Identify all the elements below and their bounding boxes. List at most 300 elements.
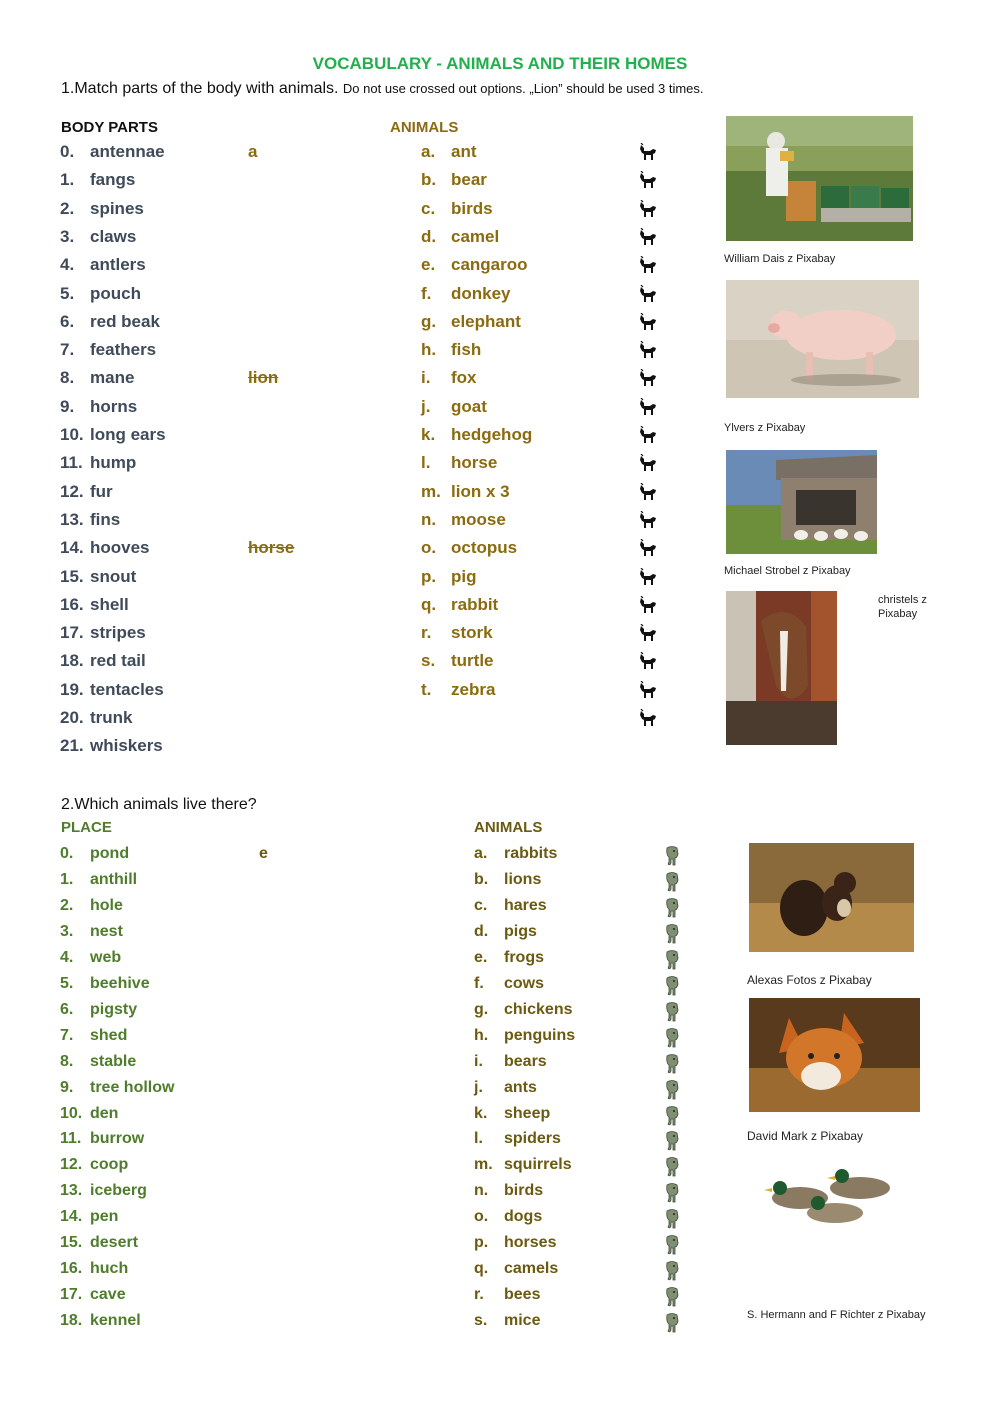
place-answer-slot[interactable]: [259, 1204, 319, 1230]
elephant-icon[interactable]: [664, 1027, 680, 1054]
body-part-label: long ears: [90, 425, 166, 444]
place-number: 14.: [60, 1208, 83, 1226]
animal2-label: spiders: [504, 1130, 561, 1148]
animal-option: [421, 563, 477, 591]
answer-slot[interactable]: lion: [248, 368, 279, 388]
place-label: nest: [90, 922, 123, 940]
body-part-number: 1.: [60, 170, 75, 190]
animal-letter: r.: [421, 623, 432, 643]
pig-photo: [726, 280, 919, 398]
animal-option: [421, 364, 477, 392]
animal2-option: [474, 1101, 550, 1127]
animal2-letter: s.: [474, 1312, 488, 1330]
place-answer-slot[interactable]: [259, 893, 319, 919]
body-part-label: red beak: [90, 311, 160, 331]
place-answer-slot[interactable]: [259, 1230, 319, 1256]
body-part-label: hump: [90, 453, 137, 473]
place-answer-slot[interactable]: e: [259, 845, 268, 862]
answer-slot[interactable]: [248, 336, 308, 364]
elephant-icon[interactable]: [664, 1208, 680, 1235]
body-part-number: 11.: [60, 453, 83, 473]
body-part-number: 17.: [60, 623, 84, 643]
place-answer-slot[interactable]: [259, 1023, 319, 1049]
place-row: [60, 1126, 144, 1152]
place-answer-slot[interactable]: [259, 997, 319, 1023]
animal-label: birds: [451, 198, 493, 218]
animal-letter: j.: [421, 396, 431, 416]
animal-option: [421, 223, 499, 251]
place-row: [60, 1049, 136, 1075]
animal2-label: pigs: [504, 922, 537, 940]
body-part-number: 10.: [60, 425, 84, 444]
animal-letter: d.: [421, 226, 437, 246]
place-row: [60, 1178, 147, 1204]
place-answer-slot[interactable]: [259, 945, 319, 971]
place-label: iceberg: [90, 1182, 147, 1200]
place-row: [60, 1204, 118, 1230]
animal-label: turtle: [451, 651, 494, 671]
answer-slot[interactable]: [248, 449, 308, 477]
place-label: cave: [90, 1286, 126, 1304]
place-row: [60, 1230, 138, 1256]
animal-label: zebra: [451, 679, 496, 699]
goat-icon[interactable]: [638, 200, 658, 223]
place-row: [60, 1152, 128, 1178]
elephant-icon[interactable]: [664, 1130, 680, 1157]
body-part-label: whiskers: [90, 736, 163, 756]
answer-slot[interactable]: [248, 506, 308, 534]
animal2-letter: k.: [474, 1104, 488, 1122]
answer-slot[interactable]: [248, 308, 308, 336]
place-number: 4.: [60, 948, 74, 966]
goat-icon[interactable]: [638, 228, 658, 251]
place-label: burrow: [90, 1130, 145, 1148]
elephant-icon[interactable]: [664, 1312, 680, 1339]
place-label: huch: [90, 1260, 129, 1278]
animal-letter: h.: [421, 340, 437, 360]
place-answer-slot[interactable]: [259, 1049, 319, 1075]
place-row: [60, 945, 121, 971]
section1-instruction: [61, 80, 704, 98]
animal2-option: [474, 1152, 572, 1178]
body-part-number: 12.: [60, 481, 84, 501]
animal2-letter: n.: [474, 1182, 489, 1200]
animal2-letter: i.: [474, 1052, 483, 1070]
goat-icon[interactable]: [638, 539, 658, 562]
animal2-letter: d.: [474, 922, 489, 940]
body-part-row: [60, 393, 137, 421]
elephant-icon[interactable]: [664, 1182, 680, 1209]
place-row: [60, 867, 137, 893]
animals-header: ANIMALS: [390, 119, 459, 136]
animal2-letter: r.: [474, 1286, 484, 1304]
body-part-label: fur: [90, 481, 113, 501]
animal2-option: [474, 867, 541, 893]
elephant-icon[interactable]: [664, 1286, 680, 1313]
goat-icon[interactable]: [638, 624, 658, 647]
elephant-icon[interactable]: [664, 1079, 680, 1106]
animal-label: horse: [451, 453, 498, 473]
animal-letter: b.: [421, 170, 437, 190]
section2-instruction: 2.Which animals live there?: [61, 796, 257, 813]
animal2-letter: c.: [474, 896, 488, 914]
animal-label: rabbit: [451, 594, 499, 614]
elephant-icon[interactable]: [664, 1156, 680, 1183]
place-row: [60, 971, 150, 997]
place-row: [60, 841, 129, 867]
animal-letter: o.: [421, 538, 437, 558]
animal2-label: cows: [504, 974, 545, 992]
elephant-icon[interactable]: [664, 871, 680, 898]
animal-letter: c.: [421, 198, 436, 218]
body-part-number: 3.: [60, 226, 75, 246]
place-answer-slot[interactable]: [259, 1101, 319, 1127]
body-part-label: fins: [90, 509, 121, 529]
animal-option: [421, 421, 532, 449]
caption-7: S. Hermann and F Richter z Pixabay: [747, 1309, 926, 1321]
body-part-row: [60, 647, 146, 675]
body-part-number: 20.: [60, 708, 84, 727]
animal2-label: bears: [504, 1052, 547, 1070]
animal2-label: mice: [504, 1312, 541, 1330]
place-row: [60, 1075, 174, 1101]
place-label: hole: [90, 896, 123, 914]
elephant-icon[interactable]: [664, 1105, 680, 1132]
goat-icon[interactable]: [638, 285, 658, 308]
place-answer-slot[interactable]: [259, 1256, 319, 1282]
animal-option: [421, 393, 487, 421]
place-row: [60, 919, 123, 945]
animal-label: ant: [451, 142, 477, 161]
caption-2: Ylvers z Pixabay: [724, 422, 806, 434]
body-part-number: 19.: [60, 679, 84, 699]
body-part-label: mane: [90, 368, 135, 388]
animal-label: bear: [451, 170, 487, 190]
body-part-label: hooves: [90, 538, 150, 558]
animal2-label: bees: [504, 1286, 541, 1304]
answer-slot[interactable]: [248, 676, 308, 704]
place-number: 0.: [60, 845, 74, 862]
elephant-icon[interactable]: [664, 1053, 680, 1080]
place-label: coop: [90, 1156, 129, 1174]
animal-option: [421, 308, 521, 336]
animal2-option: [474, 1075, 537, 1101]
body-part-number: 14.: [60, 538, 84, 558]
elephant-icon[interactable]: [664, 1260, 680, 1287]
goat-icon[interactable]: [638, 341, 658, 364]
body-parts-header: BODY PARTS: [61, 119, 158, 136]
answer-slot[interactable]: [248, 619, 308, 647]
place-number: 2.: [60, 896, 74, 914]
place-number: 12.: [60, 1156, 83, 1174]
animal-label: camel: [451, 226, 500, 246]
answer-slot[interactable]: [248, 280, 308, 308]
answer-slot[interactable]: a: [248, 142, 258, 161]
answer-slot[interactable]: [248, 393, 308, 421]
body-part-label: antennae: [90, 142, 165, 161]
body-part-label: tentacles: [90, 679, 164, 699]
animal2-letter: p.: [474, 1234, 489, 1252]
goat-icon[interactable]: [638, 483, 658, 506]
animal2-label: squirrels: [504, 1156, 572, 1174]
place-row: [60, 893, 123, 919]
section1-instruction-note: Do not use crossed out options. „Lion” should be used 3 times.: [342, 81, 704, 96]
body-part-row: [60, 591, 129, 619]
animal-label: cangaroo: [451, 255, 528, 275]
animal2-letter: f.: [474, 974, 484, 992]
animal-letter: l.: [421, 453, 431, 473]
animal2-label: chickens: [504, 1000, 573, 1018]
body-part-row: [60, 166, 135, 194]
place-answer-slot[interactable]: [259, 867, 319, 893]
goat-icon[interactable]: [638, 511, 658, 534]
body-part-number: 8.: [60, 368, 75, 388]
place-label: shed: [90, 1026, 128, 1044]
elephant-icon[interactable]: [664, 923, 680, 950]
body-part-number: 5.: [60, 283, 75, 303]
place-number: 3.: [60, 922, 74, 940]
animal2-label: lions: [504, 870, 542, 888]
body-part-row: [60, 195, 144, 223]
place-answer-slot[interactable]: [259, 971, 319, 997]
animal2-letter: q.: [474, 1260, 489, 1278]
place-answer-slot[interactable]: [259, 919, 319, 945]
place-row: [60, 1023, 127, 1049]
animal-label: pig: [451, 566, 477, 586]
animal2-option: [474, 1049, 547, 1075]
animal-option: [421, 619, 493, 647]
chickens-shed-photo: [726, 450, 877, 554]
body-part-row: [60, 732, 163, 760]
animal-label: hedgehog: [451, 425, 533, 444]
body-part-number: 2.: [60, 198, 75, 218]
animal-letter: t.: [421, 679, 432, 699]
goat-icon[interactable]: [638, 398, 658, 421]
body-part-label: shell: [90, 594, 129, 614]
place-number: 5.: [60, 974, 74, 992]
body-part-row: [60, 223, 136, 251]
animal-label: fish: [451, 340, 482, 360]
place-label: desert: [90, 1234, 139, 1252]
animal-label: stork: [451, 623, 493, 643]
goat-icon[interactable]: [638, 709, 658, 732]
animal2-label: rabbits: [504, 845, 558, 862]
place-label: den: [90, 1104, 119, 1122]
caption-5: Alexas Fotos z Pixabay: [747, 973, 872, 987]
goat-icon[interactable]: [638, 596, 658, 619]
animal2-option: [474, 1256, 558, 1282]
fox-photo: [749, 998, 920, 1112]
body-part-row: [60, 619, 146, 647]
body-part-row: [60, 676, 164, 704]
animal-letter: i.: [421, 368, 431, 388]
goat-icon[interactable]: [638, 313, 658, 336]
body-part-row: [60, 478, 113, 506]
place-row: [60, 1256, 128, 1282]
section1-instruction-main: 1.Match parts of the body with animals.: [61, 80, 339, 97]
animal2-option: [474, 1023, 575, 1049]
place-number: 1.: [60, 870, 74, 888]
body-part-label: spines: [90, 198, 144, 218]
elephant-icon[interactable]: [664, 975, 680, 1002]
body-part-number: 9.: [60, 396, 75, 416]
goat-icon[interactable]: [638, 652, 658, 675]
answer-slot[interactable]: [248, 563, 308, 591]
elephant-icon[interactable]: [664, 845, 680, 872]
body-part-number: 18.: [60, 651, 84, 671]
goat-icon[interactable]: [638, 143, 658, 166]
answer-slot[interactable]: [248, 591, 308, 619]
animal2-letter: a.: [474, 845, 488, 862]
animal2-option: [474, 1204, 542, 1230]
animal-option: [421, 449, 497, 477]
body-part-row: [60, 506, 120, 534]
place-row: [60, 997, 137, 1023]
animal-letter: p.: [421, 566, 437, 586]
animal-letter: s.: [421, 651, 436, 671]
body-part-number: 6.: [60, 311, 75, 331]
body-part-row: [60, 138, 165, 166]
place-label: pigsty: [90, 1000, 138, 1018]
animal-letter: e.: [421, 255, 436, 275]
place-number: 9.: [60, 1078, 74, 1096]
answer-slot[interactable]: [248, 704, 308, 732]
animal-letter: m.: [421, 481, 441, 501]
animal-label: octopus: [451, 538, 518, 558]
answer-slot[interactable]: [248, 166, 308, 194]
place-row: [60, 1282, 126, 1308]
goat-icon[interactable]: [638, 454, 658, 477]
animal-letter: a.: [421, 142, 436, 161]
animal-option: [421, 591, 498, 619]
place-number: 17.: [60, 1286, 83, 1304]
elephant-icon[interactable]: [664, 897, 680, 924]
squirrel-photo: [749, 843, 914, 952]
place-answer-slot[interactable]: [259, 1126, 319, 1152]
body-part-row: [60, 336, 156, 364]
answer-slot[interactable]: [248, 478, 308, 506]
body-part-row: [60, 534, 150, 562]
body-part-label: red tail: [90, 651, 146, 671]
animal2-label: hares: [504, 896, 547, 914]
goat-icon[interactable]: [638, 681, 658, 704]
place-answer-slot[interactable]: [259, 1282, 319, 1308]
place-row: [60, 1101, 118, 1127]
caption-4: christels z Pixabay: [878, 594, 927, 620]
goat-icon[interactable]: [638, 369, 658, 392]
place-header: PLACE: [61, 819, 112, 836]
body-part-row: [60, 308, 160, 336]
elephant-icon[interactable]: [664, 949, 680, 976]
place-row: [60, 1308, 141, 1334]
body-part-label: antlers: [90, 255, 146, 275]
animal-option: [421, 336, 481, 364]
elephant-icon[interactable]: [664, 1001, 680, 1028]
place-answer-slot[interactable]: [259, 1075, 319, 1101]
body-part-row: [60, 251, 146, 279]
body-part-label: horns: [90, 396, 138, 416]
animal-label: moose: [451, 509, 506, 529]
place-label: web: [90, 948, 122, 966]
body-part-number: 0.: [60, 142, 75, 161]
animal-option: [421, 195, 493, 223]
animal2-letter: j.: [474, 1078, 483, 1096]
animal2-option: [474, 1230, 556, 1256]
body-part-number: 13.: [60, 509, 84, 529]
animal2-option: [474, 893, 547, 919]
animal-option: [421, 676, 495, 704]
goat-icon[interactable]: [638, 171, 658, 194]
goat-icon[interactable]: [638, 426, 658, 449]
animal2-letter: b.: [474, 870, 489, 888]
elephant-icon[interactable]: [664, 1234, 680, 1261]
animal-label: elephant: [451, 311, 521, 331]
body-part-label: claws: [90, 226, 137, 246]
answer-slot[interactable]: [248, 251, 308, 279]
animals2-header: ANIMALS: [474, 819, 543, 836]
horse-photo: [726, 591, 837, 745]
goat-icon[interactable]: [638, 568, 658, 591]
animal-option: [421, 506, 506, 534]
place-label: beehive: [90, 974, 150, 992]
animal-option: [421, 534, 517, 562]
animal2-label: frogs: [504, 948, 544, 966]
answer-slot[interactable]: [248, 223, 308, 251]
animal2-label: birds: [504, 1182, 544, 1200]
animal-option: [421, 251, 528, 279]
goat-icon[interactable]: [638, 256, 658, 279]
animal-option: [421, 166, 487, 194]
page-title: VOCABULARY - ANIMALS AND THEIR HOMES: [312, 54, 688, 73]
body-part-row: [60, 449, 136, 477]
animal-label: donkey: [451, 283, 511, 303]
answer-slot[interactable]: [248, 647, 308, 675]
body-part-label: feathers: [90, 340, 157, 360]
animal-label: lion x 3: [451, 481, 510, 501]
beekeeper-photo: [726, 116, 913, 241]
animal2-label: dogs: [504, 1208, 543, 1226]
place-answer-slot[interactable]: [259, 1308, 319, 1334]
animal-option: [421, 478, 510, 506]
body-part-row: [60, 421, 166, 449]
animal2-option: [474, 1126, 561, 1152]
animal-letter: f.: [421, 283, 432, 303]
place-number: 10.: [60, 1104, 83, 1122]
animal2-option: [474, 945, 544, 971]
animal2-option: [474, 841, 557, 867]
answer-slot[interactable]: [248, 421, 308, 449]
place-answer-slot[interactable]: [259, 1152, 319, 1178]
answer-slot[interactable]: horse: [248, 538, 295, 558]
animal-option: [421, 138, 477, 166]
place-label: stable: [90, 1052, 137, 1070]
answer-slot[interactable]: [248, 732, 308, 760]
body-part-number: 15.: [60, 566, 84, 586]
body-part-number: 7.: [60, 340, 75, 360]
animal-label: fox: [451, 368, 477, 388]
body-part-row: [60, 563, 136, 591]
animal2-option: [474, 997, 572, 1023]
animal2-letter: h.: [474, 1026, 489, 1044]
answer-slot[interactable]: [248, 195, 308, 223]
place-number: 15.: [60, 1234, 83, 1252]
body-part-label: snout: [90, 566, 137, 586]
place-answer-slot[interactable]: [259, 1178, 319, 1204]
caption-6: David Mark z Pixabay: [747, 1129, 864, 1143]
animal2-option: [474, 1308, 540, 1334]
animal-letter: n.: [421, 509, 437, 529]
body-part-label: fangs: [90, 170, 136, 190]
